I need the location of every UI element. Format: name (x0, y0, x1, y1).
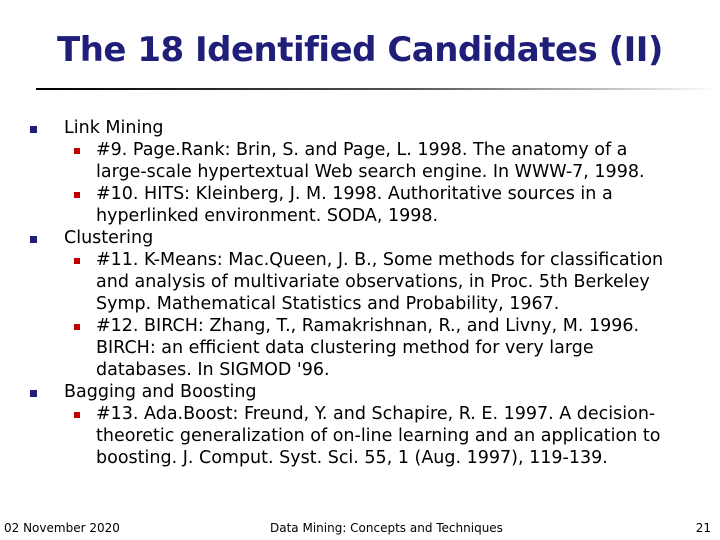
list-item-text: #13. Ada.Boost: Freund, Y. and Schapire, R. E. 1997. A decision-theoretic generalization of on-line learning and an application to boosting. J. Comput. Syst. Sci. 55, 1 (Aug. 1997), 119-139. (96, 404, 661, 468)
list-item (0, 403, 720, 469)
footer-date: 02 November 2020 (4, 521, 120, 535)
square-bullet-icon (74, 148, 80, 154)
section-label: Clustering (64, 228, 154, 248)
list-item (0, 139, 720, 183)
list-item-text: #11. K-Means: Mac.Queen, J. B., Some methods for classification and analysis of multivariate observations, in Proc. 5th Berkeley Symp. Mathematical Statistics and Probability, 1967. (96, 250, 664, 314)
list-item (0, 315, 720, 381)
list-item (0, 249, 720, 315)
square-bullet-icon (74, 258, 80, 264)
list-item-text: #10. HITS: Kleinberg, J. M. 1998. Authoritative sources in a hyperlinked environment. SODA, 1998. (96, 184, 613, 226)
section-clustering (0, 227, 720, 249)
list-item-text: #9. Page.Rank: Brin, S. and Page, L. 1998. The anatomy of a large-scale hypertextual Web search engine. In WWW-7, 1998. (96, 140, 645, 182)
page-number: 21 (695, 521, 711, 535)
section-link-mining (0, 117, 720, 139)
square-bullet-icon (74, 192, 80, 198)
square-bullet-icon (74, 324, 80, 330)
section-bagging-and-boosting (0, 381, 720, 403)
footer-title: Data Mining: Concepts and Techniques (270, 521, 503, 535)
section-label: Link Mining (64, 118, 164, 138)
square-bullet-icon (74, 412, 80, 418)
list-item-text: #12. BIRCH: Zhang, T., Ramakrishnan, R., and Livny, M. 1996. BIRCH: an efficient data clustering method for very large databases. In SIGMOD '96. (96, 316, 640, 380)
list-item (0, 183, 720, 227)
slide-content (0, 117, 720, 469)
square-bullet-icon (30, 390, 37, 397)
square-bullet-icon (30, 126, 37, 133)
title-divider (36, 88, 720, 90)
square-bullet-icon (30, 236, 37, 243)
slide-title: The 18 Identified Candidates (II) (57, 30, 663, 70)
section-label: Bagging and Boosting (64, 382, 257, 402)
